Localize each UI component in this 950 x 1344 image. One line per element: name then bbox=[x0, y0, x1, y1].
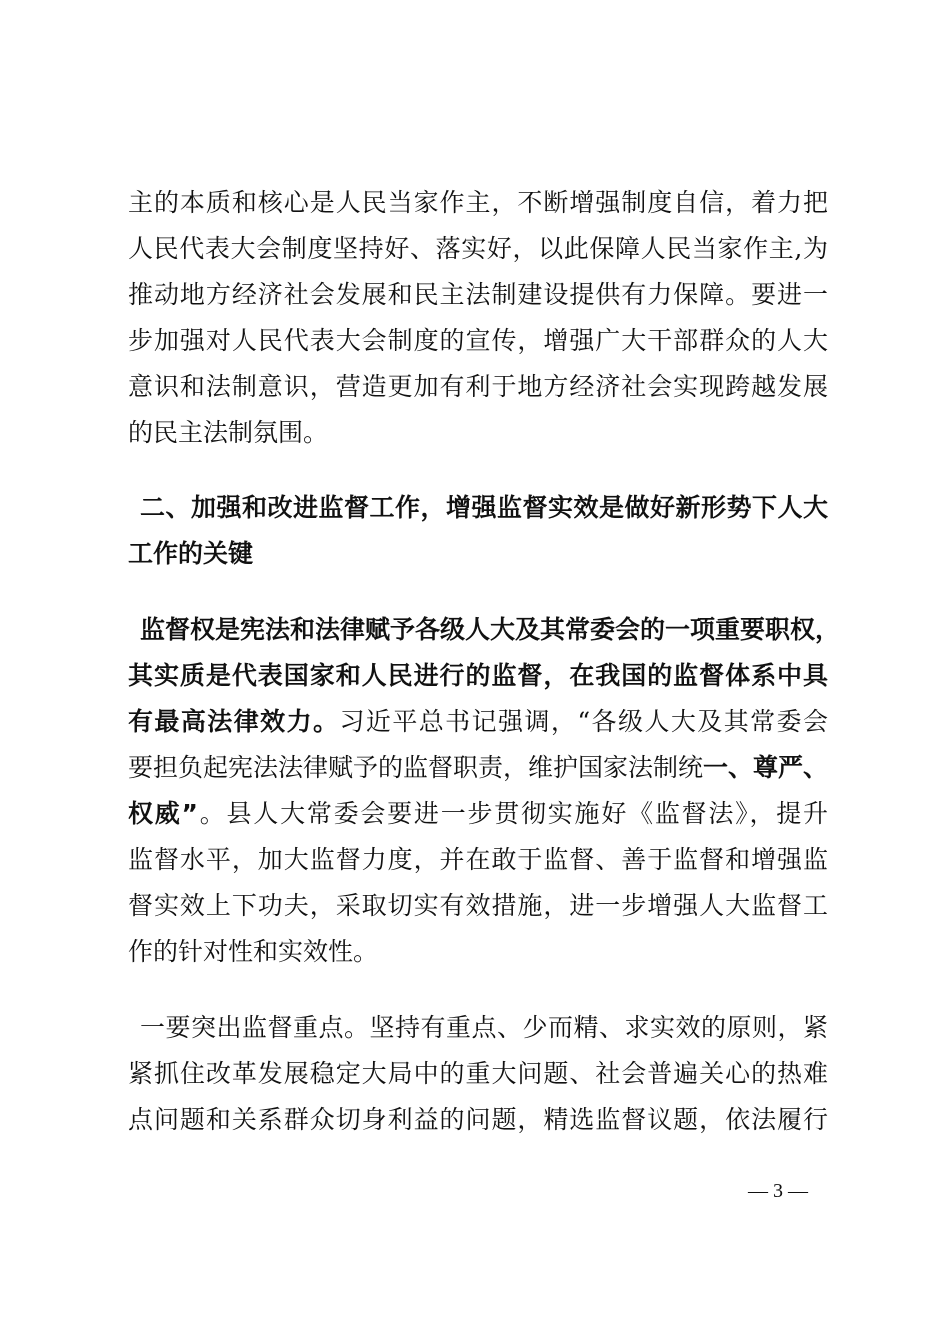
paragraph-2-line-1: 监督权是宪法和法律赋予各级人大及其常委会的一项重要职权， bbox=[140, 615, 841, 644]
paragraph-1-line-1: 主的本质和核心是人民当家作主，不断增强制度自信，着力把 bbox=[128, 188, 828, 217]
paragraph-2-line-6: 监督水平，加大监督力度，并在敢于监督、善于监督和增强监 bbox=[128, 845, 828, 874]
paragraph-2-line-8: 作的针对性和实效性。 bbox=[128, 937, 379, 966]
paragraph-1-line-2: 人民代表大会制度坚持好、落实好，以此保障人民当家作主,为 bbox=[128, 234, 828, 263]
paragraph-2-line-3 bbox=[128, 699, 828, 745]
section-heading-line-1: 二、加强和改进监督工作，增强监督实效是做好新形势下人大 bbox=[140, 493, 828, 522]
paragraph-2-line-5-text: 。县人大常委会要进一步贯彻实施好《监督法》，提升 bbox=[197, 799, 828, 828]
paragraph-2-line-5 bbox=[128, 791, 828, 837]
paragraph-1-line-3: 推动地方经济社会发展和民主法制建设提供有力保障。要进一 bbox=[128, 280, 828, 309]
paragraph-2-line-5-bold: 权威” bbox=[128, 799, 198, 828]
paragraph-1-line-5: 意识和法制意识，营造更加有利于地方经济社会实现跨越发展 bbox=[128, 372, 828, 401]
paragraph-2-line-7: 督实效上下功夫，采取切实有效措施，进一步增强人大监督工 bbox=[128, 891, 828, 920]
paragraph-2-line-2: 其实质是代表国家和人民进行的监督，在我国的监督体系中具 bbox=[128, 661, 828, 690]
page-number: — 3 — bbox=[748, 1180, 808, 1202]
paragraph-2-line-4-text: 要担负起宪法法律赋予的监督职责，维护国家法制统 bbox=[128, 753, 704, 782]
paragraph-1-line-4: 步加强对人民代表大会制度的宣传，增强广大干部群众的人大 bbox=[128, 326, 828, 355]
paragraph-1-line-6: 的民主法制氛围。 bbox=[128, 418, 329, 447]
paragraph-2-line-3-text: 习近平总书记强调，“各级人大及其常委会 bbox=[339, 707, 828, 736]
paragraph-2-line-4 bbox=[128, 745, 828, 791]
paragraph-3-line-2: 紧抓住改革发展稳定大局中的重大问题、社会普遍关心的热难 bbox=[128, 1059, 828, 1088]
paragraph-2-line-4-bold: 一、尊严、 bbox=[703, 753, 829, 782]
paragraph-2-line-3-bold: 有最高法律效力。 bbox=[128, 707, 340, 736]
paragraph-3-line-1: 一要突出监督重点。坚持有重点、少而精、求实效的原则，紧 bbox=[140, 1013, 828, 1042]
section-heading-line-2: 工作的关键 bbox=[128, 539, 254, 568]
paragraph-3-line-3: 点问题和关系群众切身利益的问题，精选监督议题，依法履行 bbox=[128, 1105, 828, 1134]
